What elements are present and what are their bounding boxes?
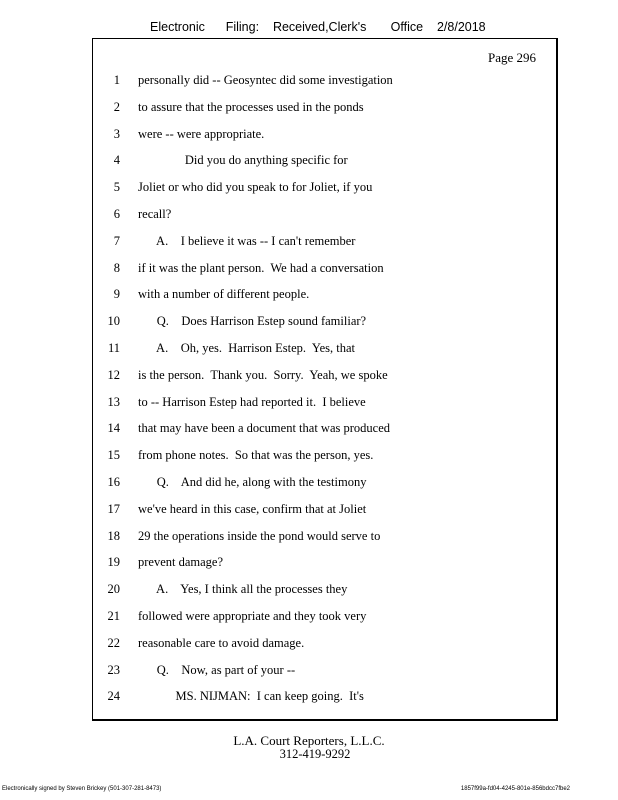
line-text: that may have been a document that was produced — [138, 421, 390, 436]
line-text: recall? — [138, 207, 172, 221]
line-number: 22 — [107, 635, 120, 650]
line-number: 6 — [113, 207, 120, 221]
line-number: 17 — [107, 501, 120, 516]
line-text: to assure that the processes used in the ponds — [138, 99, 364, 114]
line-number: 14 — [107, 421, 120, 436]
line-number: 1 — [113, 73, 120, 87]
line-text: MS. NIJMAN: I can keep going. It's — [138, 689, 364, 704]
transcript-line — [0, 153, 618, 173]
transcript-line — [0, 73, 618, 93]
line-text: followed were appropriate and they took very — [138, 609, 367, 623]
transcript-line — [0, 368, 618, 388]
line-number: 10 — [107, 314, 120, 329]
transcript-line — [0, 636, 618, 656]
transcript-line — [0, 609, 618, 629]
line-text: A. Yes, I think all the processes they — [138, 582, 348, 597]
line-number: 9 — [113, 287, 120, 302]
transcript-line — [0, 287, 618, 307]
line-text: prevent damage? — [138, 555, 224, 570]
reporter-company: L.A. Court Reporters, L.L.C. — [233, 733, 385, 748]
line-text: 29 the operations inside the pond would serve to — [138, 528, 381, 543]
transcript-line — [0, 663, 618, 683]
line-number: 5 — [113, 180, 120, 195]
transcript-line — [0, 314, 618, 334]
page-number: Page 296 — [487, 50, 536, 65]
transcript-line — [0, 180, 618, 200]
line-text: to -- Harrison Estep had reported it. I believe — [138, 394, 366, 409]
line-text: Did you do anything specific for — [138, 153, 348, 168]
line-text: were -- were appropriate. — [138, 126, 265, 141]
line-text: Q. And did he, along with the testimony — [138, 475, 367, 489]
line-text: Joliet or who did you speak to for Joliet, if you — [138, 180, 373, 195]
line-number: 23 — [107, 662, 120, 677]
transcript-line — [0, 127, 618, 147]
transcript-line — [0, 341, 618, 361]
line-text: personally did -- Geosyntec did some investigation — [138, 73, 393, 87]
transcript-line — [0, 207, 618, 227]
transcript-line — [0, 529, 618, 549]
transcript-line — [0, 395, 618, 415]
line-number: 19 — [107, 555, 120, 570]
line-text: A. I believe it was -- I can't remember — [138, 233, 356, 248]
electronic-signature: Electronically signed by Steven Brickey (501-307-281-8473) — [2, 786, 162, 792]
transcript-line — [0, 475, 618, 495]
line-number: 7 — [113, 233, 120, 248]
line-number: 21 — [107, 609, 120, 623]
document-id: 1857f99a-fd04-4245-801e-856bdcc7fbe2 — [460, 786, 570, 792]
line-number: 24 — [107, 689, 120, 704]
line-number: 13 — [107, 394, 120, 409]
line-number: 11 — [107, 341, 120, 355]
transcript-line — [0, 502, 618, 522]
line-text: we've heard in this case, confirm that at Joliet — [138, 501, 367, 516]
line-text: is the person. Thank you. Sorry. Yeah, we spoke — [138, 367, 388, 382]
line-number: 20 — [107, 582, 120, 597]
line-text: if it was the plant person. We had a conversation — [138, 260, 384, 275]
transcript-line — [0, 448, 618, 468]
reporter-phone: 312-419-9292 — [279, 747, 351, 761]
line-number: 3 — [113, 126, 120, 141]
filing-header: Electronic Filing: Received,Clerk's Office 2/8/2018 — [150, 20, 486, 34]
line-text: with a number of different people. — [138, 287, 310, 302]
transcript-line — [0, 582, 618, 602]
line-number: 2 — [113, 99, 120, 114]
line-number: 8 — [113, 260, 120, 275]
transcript-line — [0, 689, 618, 709]
line-number: 12 — [107, 367, 120, 382]
transcript-line — [0, 421, 618, 441]
line-text: A. Oh, yes. Harrison Estep. Yes, that — [138, 341, 356, 355]
transcript-line — [0, 234, 618, 254]
line-number: 4 — [113, 153, 120, 168]
transcript-line — [0, 261, 618, 281]
line-text: reasonable care to avoid damage. — [138, 635, 305, 650]
transcript-line — [0, 100, 618, 120]
line-number: 18 — [107, 528, 120, 543]
line-text: Q. Does Harrison Estep sound familiar? — [138, 314, 367, 329]
line-text: from phone notes. So that was the person, yes. — [138, 448, 374, 463]
line-number: 15 — [107, 448, 120, 463]
line-text: Q. Now, as part of your -- — [138, 662, 296, 677]
line-number: 16 — [107, 475, 120, 489]
transcript-line — [0, 555, 618, 575]
